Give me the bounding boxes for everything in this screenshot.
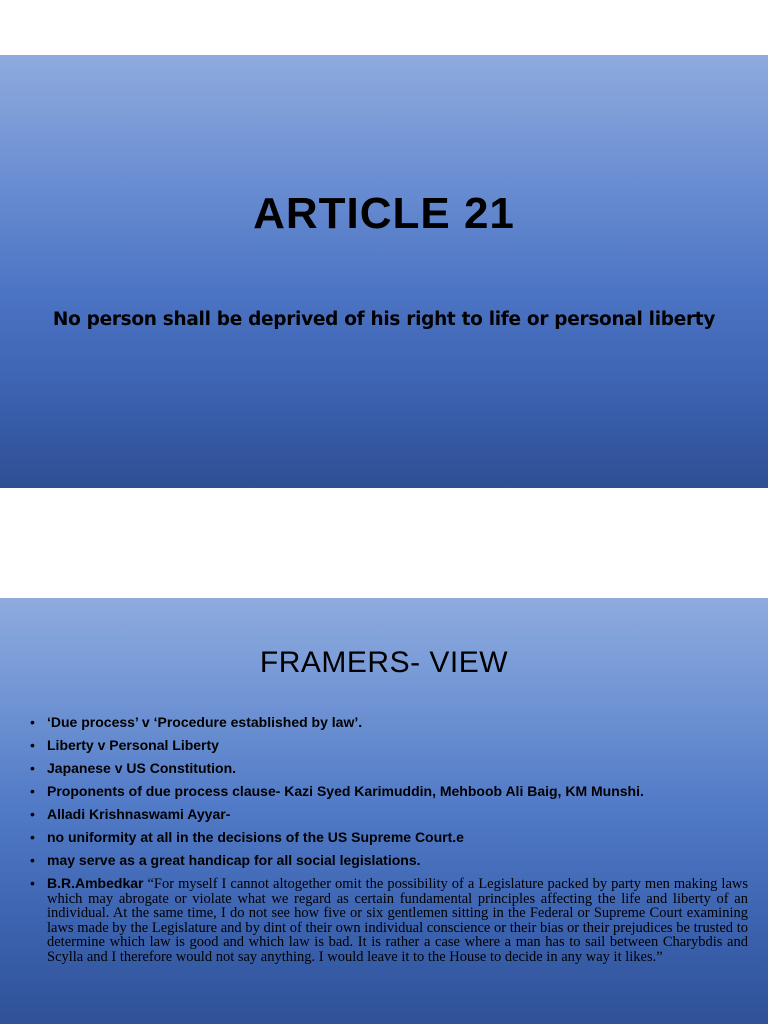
- slide-subtitle: No person shall be deprived of his right to life or personal liberty: [52, 309, 716, 330]
- bullet-dot-icon: •: [30, 875, 35, 891]
- bullet-item: [30, 780, 748, 803]
- bullet-text: may serve as a great handicap for all social legislations.: [47, 852, 421, 868]
- bullet-dot-icon: •: [30, 829, 35, 845]
- bullet-text: Japanese v US Constitution.: [47, 760, 237, 776]
- bullet-text: no uniformity at all in the decisions of the US Supreme Court.e: [47, 829, 464, 845]
- quote-bullet-item: [30, 872, 748, 964]
- bullet-item: [30, 757, 748, 780]
- bullet-dot-icon: •: [30, 852, 35, 868]
- bullet-item: [30, 734, 748, 757]
- bullet-text: Proponents of due process clause- Kazi Syed Karimuddin, Mehboob Ali Baig, KM Munshi.: [47, 783, 644, 799]
- bullet-list: [30, 711, 748, 964]
- slide-framers-view: [0, 598, 768, 1024]
- quote-text: “For myself I cannot altogether omit the possibility of a Legislature packed by party men making laws which may abrogate or violate what we regard as certain fundamental principles affecting the life and liberty of an individual. At the same time, I do not see how five or six gentlemen sitting in the Federal or Supreme Court examining laws made by the Legislature and by dint of their own individual conscience or their bias or their prejudices be trusted to determine which law is good and which law is bad. It is rather a case where a man has to sail between Charybdis and Scylla and I therefore would not say anything. I would leave it to the House to decide in any way it likes.”: [47, 876, 748, 965]
- slide-title: FRAMERS- VIEW: [259, 646, 509, 679]
- bullet-text: ‘Due process’ v ‘Procedure established by law’.: [47, 714, 363, 730]
- bullet-dot-icon: •: [30, 783, 35, 799]
- slide-title: ARTICLE 21: [253, 189, 515, 238]
- bullet-dot-icon: •: [30, 737, 35, 753]
- bullet-item: [30, 826, 748, 849]
- bullet-dot-icon: •: [30, 760, 35, 776]
- bullet-item: [30, 711, 748, 734]
- bullet-item: [30, 803, 748, 826]
- bullet-text: Alladi Krishnaswami Ayyar-: [47, 806, 231, 822]
- quote-paragraph: [47, 876, 748, 964]
- bullet-dot-icon: •: [30, 714, 35, 730]
- bullet-item: [30, 849, 748, 872]
- quote-speaker: B.R.Ambedkar: [47, 875, 144, 891]
- bullet-text: Liberty v Personal Liberty: [47, 737, 219, 753]
- bullet-dot-icon: •: [30, 806, 35, 822]
- slide-article-21: [0, 55, 768, 488]
